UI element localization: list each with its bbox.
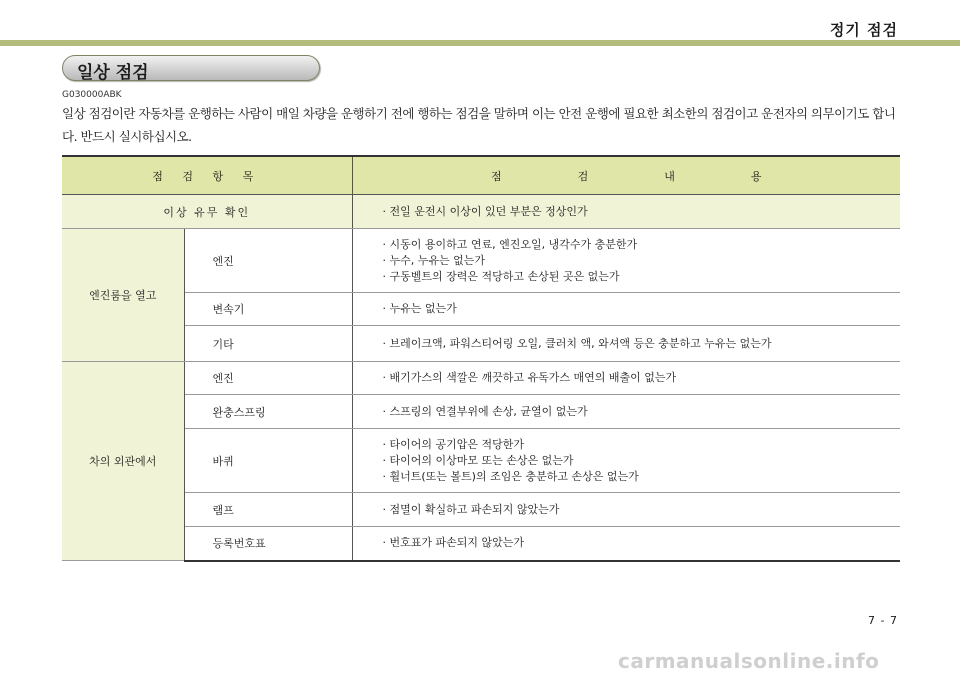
group-exterior: 차의 외관에서 (62, 362, 184, 561)
row-item: 등록번호표 (184, 527, 352, 561)
header-bar (0, 40, 960, 46)
table-row (62, 429, 900, 493)
table-row (62, 362, 900, 395)
table-row (62, 395, 900, 429)
header-title: 정기 점검 (829, 21, 898, 39)
row-item-abnormal: 이상 유무 확인 (62, 195, 352, 229)
table-row (62, 229, 900, 293)
row-content: · 타이어의 공기압은 적당한가 · 타이어의 이상마모 또는 손상은 없는가 · 휠너트(또는 볼트)의 조임은 충분하고 손상은 없는가 (352, 429, 900, 493)
group-engine-room: 엔진룸을 열고 (62, 229, 184, 362)
row-content: · 스프링의 연결부위에 손상, 균열이 없는가 (352, 395, 900, 429)
row-content: · 배기가스의 색깔은 깨끗하고 유독가스 매연의 배출이 없는가 (352, 362, 900, 395)
row-content: · 누유는 없는가 (352, 293, 900, 326)
row-item: 변속기 (184, 293, 352, 326)
page-number: 7 - 7 (868, 614, 898, 627)
table-header-row (62, 156, 900, 195)
row-content: · 점멸이 확실하고 파손되지 않았는가 (352, 493, 900, 527)
header-content-char: 검 (577, 169, 589, 183)
header-content-char: 내 (664, 169, 675, 183)
header-check-item: 점 검 항 목 (62, 156, 352, 195)
section-title-pill (62, 55, 320, 81)
row-content: · 번호표가 파손되지 않았는가 (352, 527, 900, 561)
row-item: 엔진 (184, 362, 352, 395)
section-title: 일상 점검 (77, 63, 149, 83)
row-item: 바퀴 (184, 429, 352, 493)
section-code: G030000ABK (62, 90, 122, 100)
row-content: · 브레이크액, 파워스티어링 오일, 클러치 액, 와셔액 등은 충분하고 누유는 없는가 (352, 326, 900, 362)
header-check-content (352, 156, 900, 195)
watermark: carmanualsonline.info (618, 649, 880, 673)
table-row (62, 293, 900, 326)
header-content-char: 용 (750, 169, 762, 183)
daily-check-table (62, 155, 900, 562)
row-content: · 전일 운전시 이상이 있던 부분은 정상인가 (352, 195, 900, 229)
table-row (62, 326, 900, 362)
intro-paragraph: 일상 점검이란 자동차를 운행하는 사람이 매일 차량을 운행하기 전에 행하는 점검을 말하며 이는 안전 운행에 필요한 최소한의 점검이고 운전자의 의무이기도 합니다. 반드시 실시하십시오. (62, 106, 896, 144)
table-row (62, 195, 900, 229)
row-item: 완충스프링 (184, 395, 352, 429)
row-item: 기타 (184, 326, 352, 362)
row-item: 엔진 (184, 229, 352, 293)
table-row (62, 493, 900, 527)
header-content-char: 점 (490, 169, 502, 183)
table-row (62, 527, 900, 561)
row-content: · 시동이 용이하고 연료, 엔진오일, 냉각수가 충분한가 · 누수, 누유는 없는가 · 구동벨트의 장력은 적당하고 손상된 곳은 없는가 (352, 229, 900, 293)
row-item: 램프 (184, 493, 352, 527)
